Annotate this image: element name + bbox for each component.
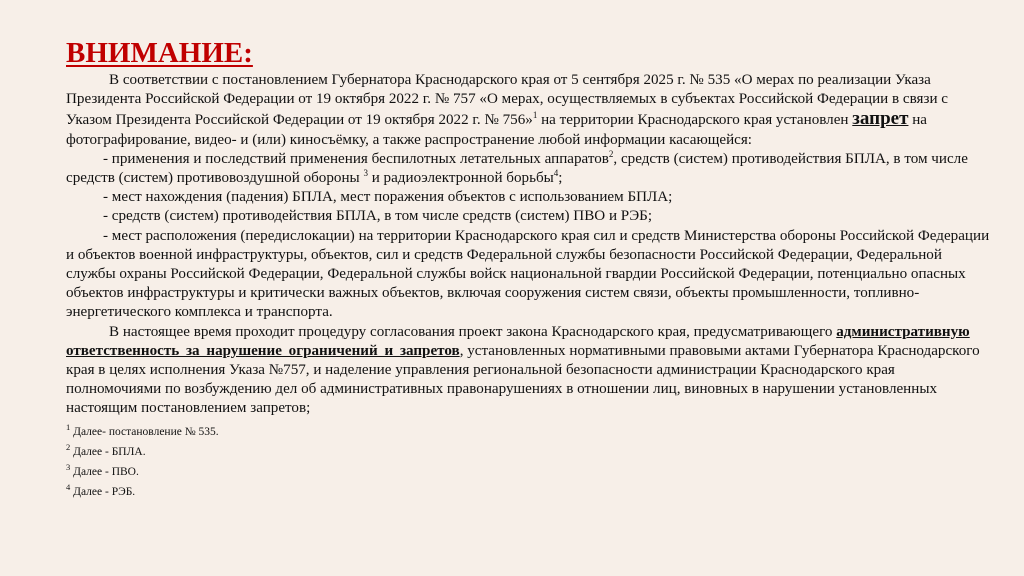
list-item-deployment: - мест расположения (передислокации) на территории Краснодарского края сил и средств Министерства обороны Российской Федерации и объектов военной инфраструктуры, объектов, сил и средств Федеральной службы безопасности Российской Федерации, Федеральной службы охраны Российской Федерации, Федеральной службы войск национальной гвардии Российской Федерации, потенциально опасных объектов инфраструктуры и критически важных объектов, включая сооружения систем связи, объекты промышленности, топливно-энергетического комплекса и транспорта. <box>66 227 990 321</box>
liability-emphasis: административную ответственность за нарушение ограничений и запретов <box>66 323 970 359</box>
list-item-uav <box>66 150 991 188</box>
footnote-ref-3: 3 <box>363 167 368 178</box>
footnote-number: 1 <box>66 421 71 432</box>
list-item-uav-text-1: - применения и последствий применения беспилотных летательных аппаратов <box>103 150 609 167</box>
list-item-uav-text-2: , средств (систем) противодействия БПЛА, в том числе средств (систем) противовоздушной обороны <box>66 150 968 187</box>
footnote <box>66 482 991 502</box>
footnote-number: 3 <box>66 461 71 472</box>
intro-text-3: на фотографирование, видео- и (или) киносъёмку, а также распространение любой информации касающейся: <box>66 112 928 148</box>
footnote-ref-2: 2 <box>608 148 614 159</box>
list-item-uav-text-3: и радиоэлектронной борьбы <box>367 170 554 187</box>
slide <box>66 38 991 502</box>
body-text <box>66 71 991 419</box>
list-item-counter-uav: - средств (систем) противодействия БПЛА, в том числе средств (систем) ПВО и РЭБ; <box>103 208 653 225</box>
intro-text-1: В соответствии с постановлением Губернатора Краснодарского края от 5 сентября 2025 г. № 535 «О мерах по реализации Указа Президента Российской Федерации от 19 октября 2022 г. № 757 «О мерах, осуществляемых в субъектах Российской Федерации в связи с Указом Президента Российской Федерации от 19 октября 2022 г. № 756» <box>66 72 949 129</box>
intro-text-2: на территории Краснодарского края установлен <box>537 112 853 129</box>
footnote <box>66 442 991 462</box>
footnote-ref-4: 4 <box>553 167 559 178</box>
list-item-uav-text-4: ; <box>558 170 563 187</box>
law-paragraph <box>66 323 991 419</box>
footnote-text: Далее- постановление № 535. <box>70 425 219 438</box>
footnote-number: 4 <box>66 481 71 492</box>
law-text-2: , установленных нормативными правовыми актами Губернатора Краснодарского края в целях исполнения Указа №757, и наделение управления региональной безопасности администрации Краснодарского края полномочиями по возбуждению дел об административных правонарушениях в отношении лиц, виновных в нарушении установленных настоящим постановлением запретов; <box>66 342 980 417</box>
ban-word: запрет <box>852 108 909 130</box>
law-text-1: В настоящее время проходит процедуру согласования проект закона Краснодарского края, предусматривающего <box>109 323 837 340</box>
footnote-text: Далее - БПЛА. <box>70 445 146 458</box>
footnote <box>66 462 991 482</box>
footnote-text: Далее - ПВО. <box>70 465 139 478</box>
footnote-number: 2 <box>66 441 71 452</box>
footnote-text: Далее - РЭБ. <box>70 485 136 498</box>
page-title: ВНИМАНИЕ: <box>66 37 253 69</box>
intro-paragraph <box>66 71 991 150</box>
footnote <box>66 422 991 442</box>
list-item-crash-sites: - мест нахождения (падения) БПЛА, мест поражения объектов с использованием БПЛА; <box>103 189 673 206</box>
footnote-ref-1: 1 <box>532 110 538 121</box>
footnotes <box>66 422 991 502</box>
